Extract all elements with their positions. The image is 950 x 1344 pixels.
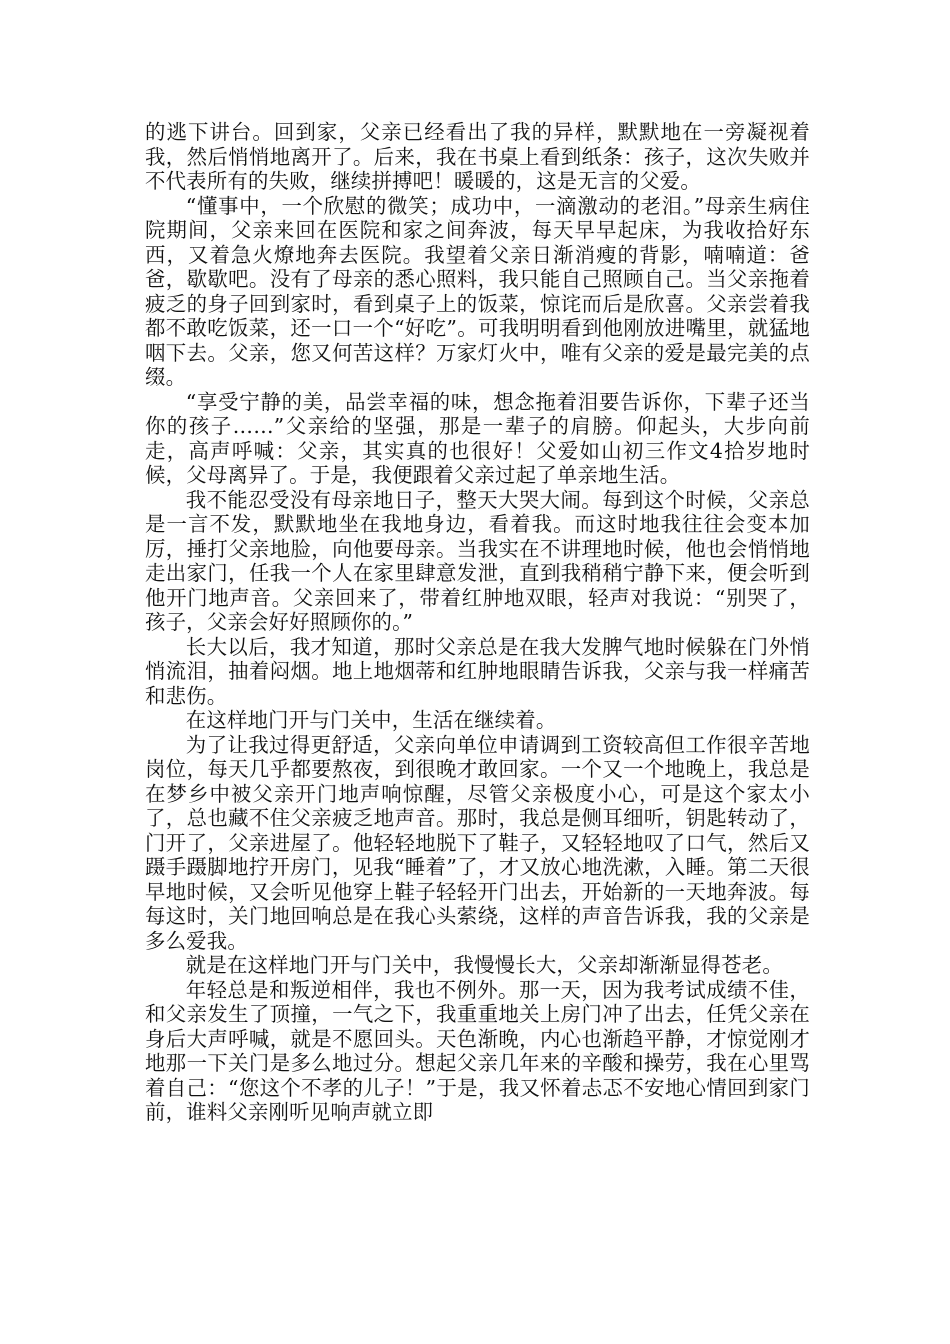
paragraph-5: 长大以后，我才知道，那时父亲总是在我大发脾气地时候躲在门外悄悄流泪，抽着闷烟。地上地烟蒂和红肿地眼睛告诉我，父亲与我一样痛苦和悲伤。 bbox=[145, 634, 810, 708]
paragraph-9: 年轻总是和叛逆相伴，我也不例外。那一天，因为我考试成绩不佳，和父亲发生了顶撞，一气之下，我重重地关上房门冲了出去，任凭父亲在身后大声呼喊，就是不愿回头。天色渐晚，内心也渐趋平静，才惊觉刚才地那一下关门是多么地过分。想起父亲几年来的辛酸和操劳，我在心里骂着自己：“您这个不孝的儿子！”于是，我又怀着忐忑不安地心情回到家门前，谁料父亲刚听见响声就立即 bbox=[145, 977, 810, 1124]
paragraph-7: 为了让我过得更舒适，父亲向单位申请调到工资较高但工作很辛苦地岗位，每天几乎都要熬夜，到很晚才敢回家。一个又一个地晚上，我总是在梦乡中被父亲开门地声响惊醒，尽管父亲极度小心，可是这个家太小了，总也藏不住父亲疲乏地声音。那时，我总是侧耳细听，钥匙转动了，门开了，父亲进屋了。他轻轻地脱下了鞋子，又轻轻地叹了口气，然后又蹑手蹑脚地拧开房门，见我“睡着”了，才又放心地洗漱，入睡。第二天很早地时候，又会听见他穿上鞋子轻轻开门出去，开始新的一天地奔波。每每这时，关门地回响总是在我心头萦绕，这样的声音告诉我，我的父亲是多么爱我。 bbox=[145, 732, 810, 953]
paragraph-6: 在这样地门开与门关中，生活在继续着。 bbox=[185, 708, 557, 732]
paragraph-8: 就是在这样地门开与门关中，我慢慢长大，父亲却渐渐显得苍老。 bbox=[185, 953, 783, 977]
article-text bbox=[145, 120, 810, 1125]
paragraph-3: “享受宁静的美，品尝幸福的味，想念拖着泪要告诉你，下辈子还当你的孩子……”父亲给的坚强，那是一辈子的肩膀。仰起头，大步向前走，高声呼喊：父亲，其实真的也很好！父爱如山初三作文4拾岁地时候，父母离异了。于是，我便跟着父亲过起了单亲地生活。 bbox=[145, 389, 810, 487]
paragraph-1: 的逃下讲台。回到家，父亲已经看出了我的异样，默默地在一旁凝视着我，然后悄悄地离开了。后来，我在书桌上看到纸条：孩子，这次失败并不代表所有的失败，继续拼搏吧！暖暖的，这是无言的父爱。 bbox=[145, 120, 810, 193]
paragraph-2: “懂事中，一个欣慰的微笑；成功中，一滴激动的老泪。”母亲生病住院期间，父亲来回在医院和家之间奔波，每天早早起床，为我收拾好东西，又着急火燎地奔去医院。我望着父亲日渐消瘦的背影，喃喃道：爸爸，歇歇吧。没有了母亲的悉心照料，我只能自己照顾自己。当父亲拖着疲乏的身子回到家时，看到桌子上的饭菜，惊诧而后是欣喜。父亲尝着我都不敢吃饭菜，还一口一个“好吃”。可我明明看到他刚放进嘴里，就猛地咽下去。父亲，您又何苦这样？万家灯火中，唯有父亲的爱是最完美的点缀。 bbox=[145, 193, 810, 389]
paragraph-4: 我不能忍受没有母亲地日子，整天大哭大闹。每到这个时候，父亲总是一言不发，默默地坐在我地身边，看着我。而这时地我往往会变本加厉，捶打父亲地脸，向他要母亲。当我实在不讲理地时候，他也会悄悄地走出家门，任我一个人在家里肆意发泄，直到我稍稍宁静下来，便会听到他开门地声音。父亲回来了，带着红肿地双眼，轻声对我说：“别哭了，孩子，父亲会好好照顾你的。” bbox=[145, 487, 810, 634]
